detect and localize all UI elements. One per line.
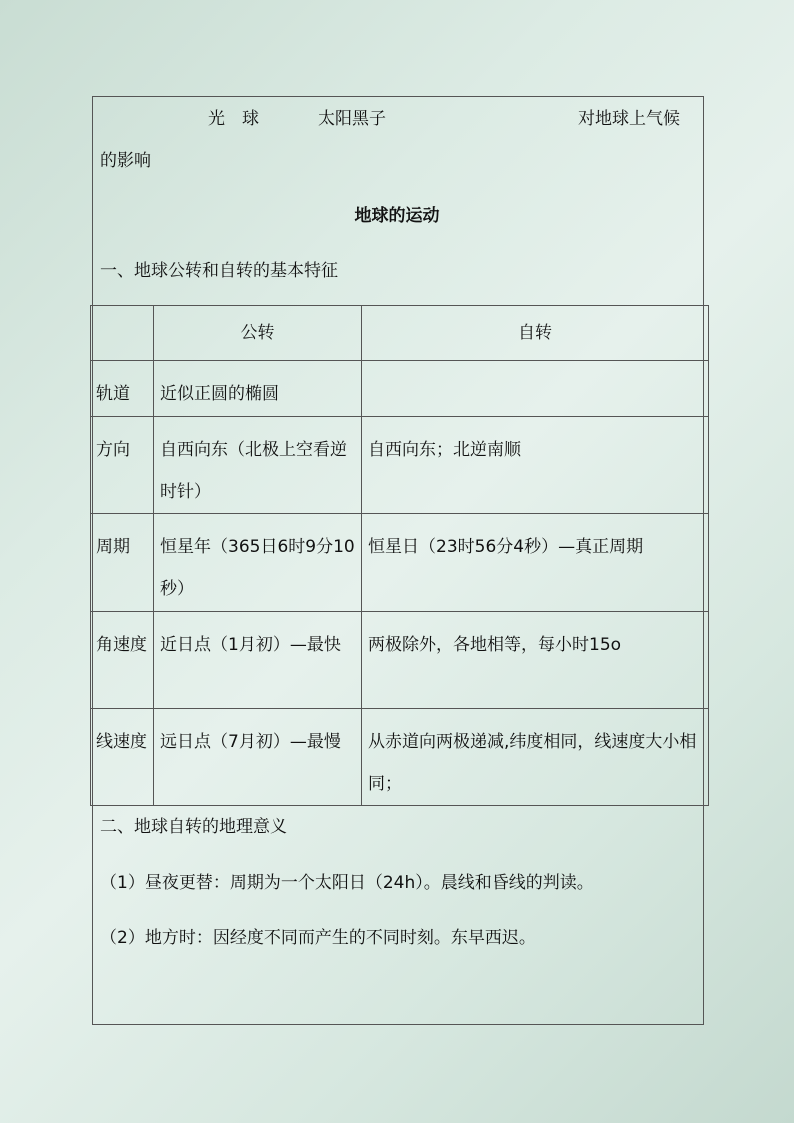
table-header-blank (91, 306, 154, 361)
cell-period-rotation: 恒星日（23时56分4秒）—真正周期 (362, 514, 709, 612)
features-table (90, 305, 709, 806)
table-header-revolution: 公转 (154, 306, 362, 361)
table-row-period (91, 514, 709, 612)
table-header-rotation: 自转 (362, 306, 709, 361)
cell-angular-speed-rotation: 两极除外，各地相等，每小时15o (362, 612, 709, 709)
part1-heading: 一、地球公转和自转的基本特征 (100, 261, 338, 281)
header-continuation: 的影响 (100, 151, 151, 171)
row-label-direction: 方向 (91, 417, 154, 514)
header-word-climate-impact: 对地球上气候 (578, 109, 680, 129)
row-label-orbit: 轨道 (91, 361, 154, 417)
cell-linear-speed-revolution: 远日点（7月初）—最慢 (154, 709, 362, 806)
cell-period-revolution: 恒星年（365日6时9分10秒） (154, 514, 362, 612)
cell-direction-revolution: 自西向东（北极上空看逆时针） (154, 417, 362, 514)
table-header-row (91, 306, 709, 361)
cell-linear-speed-rotation: 从赤道向两极递减,纬度相同，线速度大小相同； (362, 709, 709, 806)
section-title: 地球的运动 (354, 206, 440, 226)
cell-angular-speed-revolution: 近日点（1月初）—最快 (154, 612, 362, 709)
header-word-sunspots: 太阳黑子 (318, 109, 386, 129)
part2-item-local-time: （2）地方时：因经度不同而产生的不同时刻。东早西迟。 (100, 928, 536, 948)
row-label-linear-speed: 线速度 (91, 709, 154, 806)
table-row-direction (91, 417, 709, 514)
row-label-angular-speed: 角速度 (91, 612, 154, 709)
cell-orbit-rotation (362, 361, 709, 417)
header-word-photosphere: 光 球 (208, 109, 259, 129)
row-label-period: 周期 (91, 514, 154, 612)
cell-direction-rotation: 自西向东；北逆南顺 (362, 417, 709, 514)
table-row-angular-speed (91, 612, 709, 709)
cell-orbit-revolution: 近似正圆的椭圆 (154, 361, 362, 417)
part2-heading: 二、地球自转的地理意义 (100, 817, 287, 837)
table-row-linear-speed (91, 709, 709, 806)
part2-item-day-night: （1）昼夜更替：周期为一个太阳日（24h）。晨线和昏线的判读。 (100, 873, 594, 893)
table-row-orbit (91, 361, 709, 417)
